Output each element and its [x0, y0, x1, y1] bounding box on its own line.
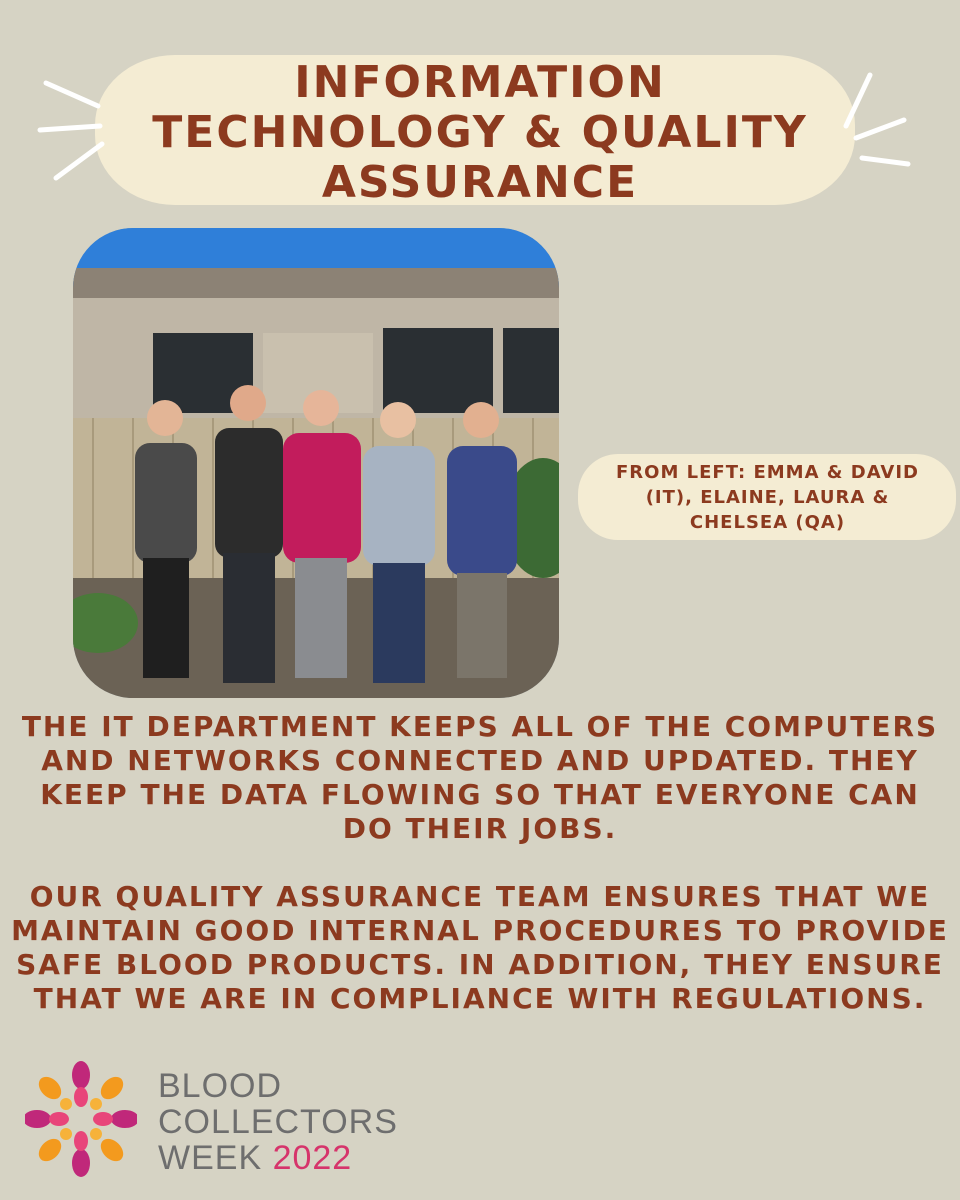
title-line-3: ASSURANCE — [321, 157, 639, 208]
it-paragraph: THE IT DEPARTMENT KEEPS ALL OF THE COMPUTERS AND NETWORKS CONNECTED AND UPDATED. THEY KEEP THE DATA FLOWING SO THAT EVERYONE CAN DO THEIR JOBS. — [21, 710, 939, 845]
photo-caption — [590, 460, 945, 535]
qa-paragraph: OUR QUALITY ASSURANCE TEAM ENSURES THAT WE MAINTAIN GOOD INTERNAL PROCEDURES TO PROVIDE SAFE BLOOD PRODUCTS. IN ADDITION, THEY ENSURE THAT WE ARE IN COMPLIANCE WITH REGULATIONS. — [11, 880, 949, 1015]
title-line-2: TECHNOLOGY & QUALITY — [152, 107, 808, 158]
caption-line-2: (IT), ELAINE, LAURA & — [645, 487, 890, 508]
team-photo — [73, 228, 559, 698]
title-line-1: INFORMATION — [294, 57, 666, 108]
page-title — [80, 58, 880, 208]
team-photo-illustration — [73, 228, 559, 698]
caption-line-1: FROM LEFT: EMMA & DAVID — [616, 462, 919, 483]
caption-line-3: CHELSEA (QA) — [689, 512, 846, 533]
brand-line-1: BLOOD — [158, 1067, 283, 1105]
flower-logo-icon — [25, 1060, 137, 1178]
brand-line-2: COLLECTORS — [158, 1103, 398, 1141]
brand-year: 2022 — [272, 1139, 353, 1177]
sparkle-icon — [838, 70, 918, 180]
brand-week: WEEK — [158, 1139, 263, 1177]
brand-wordmark — [158, 1068, 398, 1176]
brand-line-3 — [158, 1140, 398, 1176]
sparkle-icon — [36, 78, 106, 188]
body-text — [10, 710, 950, 1050]
